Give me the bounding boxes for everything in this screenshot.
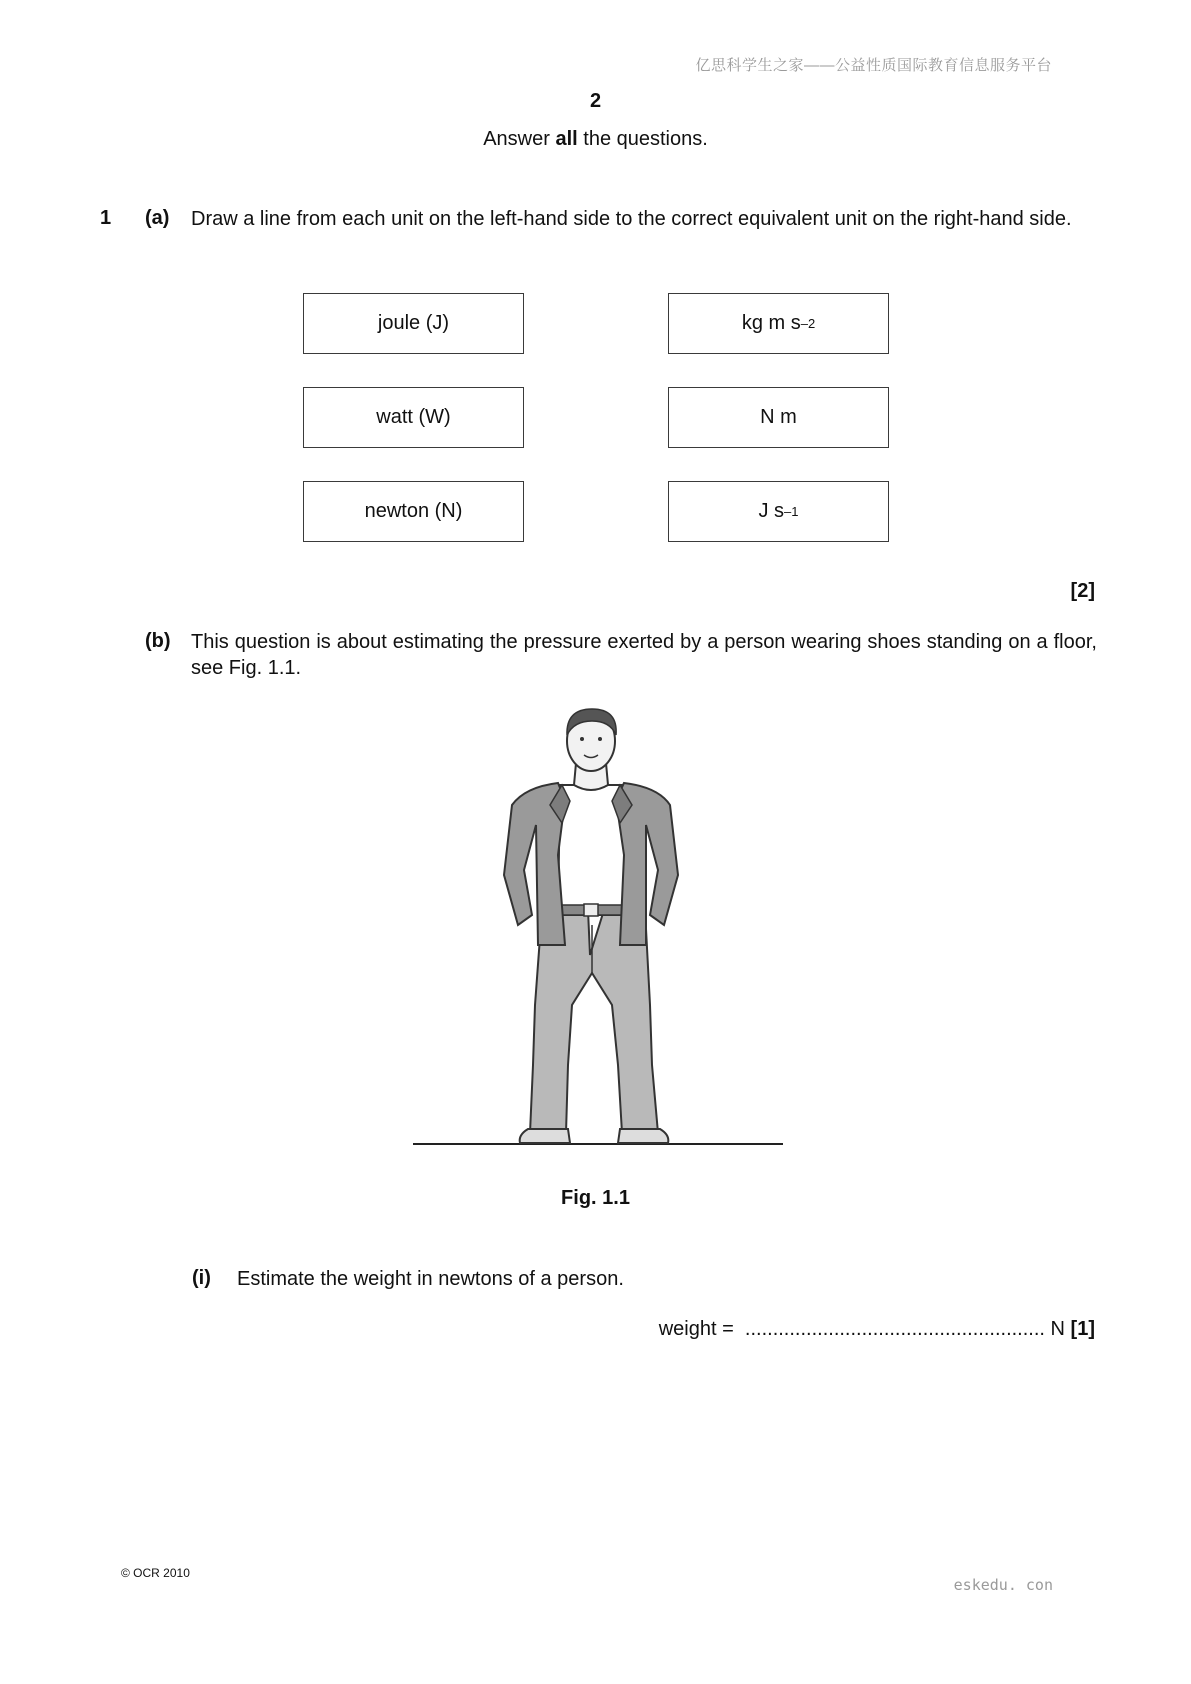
answer-unit: N [1050,1318,1065,1340]
instruction-before: Answer [483,128,556,150]
sub-i-marks: [1] [1070,1318,1095,1340]
belt-buckle [584,904,598,916]
right-unit-base: kg m s [741,312,801,334]
right-unit-base: J s [758,500,785,522]
right-shoe [618,1129,668,1143]
right-unit-n-m [668,387,889,448]
answer-prefix: weight = [658,1318,734,1340]
left-unit-newton: newton (N) [303,481,524,542]
left-shoe [520,1129,570,1143]
part-a-label: (a) [145,207,170,229]
left-unit-joule: joule (J) [303,293,524,354]
instruction [0,128,1191,151]
instruction-after: the questions. [577,128,708,150]
right-unit-j-s-1: J s –1 [668,481,889,542]
figure-caption: Fig. 1.1 [561,1187,630,1209]
sub-i-text: Estimate the weight in newtons of a person. [237,1268,624,1290]
part-a-marks: [2] [1070,580,1095,602]
right-unit-kg-m-s-2: kg m s –2 [668,293,889,354]
copyright: © OCR 2010 [121,1566,190,1580]
part-b-text: This question is about estimating the pressure exerted by a person wearing shoes standing on a floor, see Fig. 1.1. [191,631,1097,679]
right-unit-base: N m [760,406,797,428]
figure-standing-person [400,705,800,1160]
watermark-header: 亿思科学生之家——公益性质国际教育信息服务平台 [695,57,1052,74]
question-number: 1 [100,207,112,229]
page-number: 2 [589,90,602,112]
answer-dots[interactable]: ...................................................... [744,1318,1045,1340]
part-a-text: Draw a line from each unit on the left-hand side to the correct equivalent unit on the right-hand side. [191,208,1072,230]
left-unit-watt: watt (W) [303,387,524,448]
instruction-bold: all [555,128,578,150]
sub-i-label: (i) [192,1267,211,1289]
watermark-footer: eskedu. con [953,1576,1053,1594]
weight-answer-line [659,1318,1095,1341]
part-b-label: (b) [145,630,171,652]
